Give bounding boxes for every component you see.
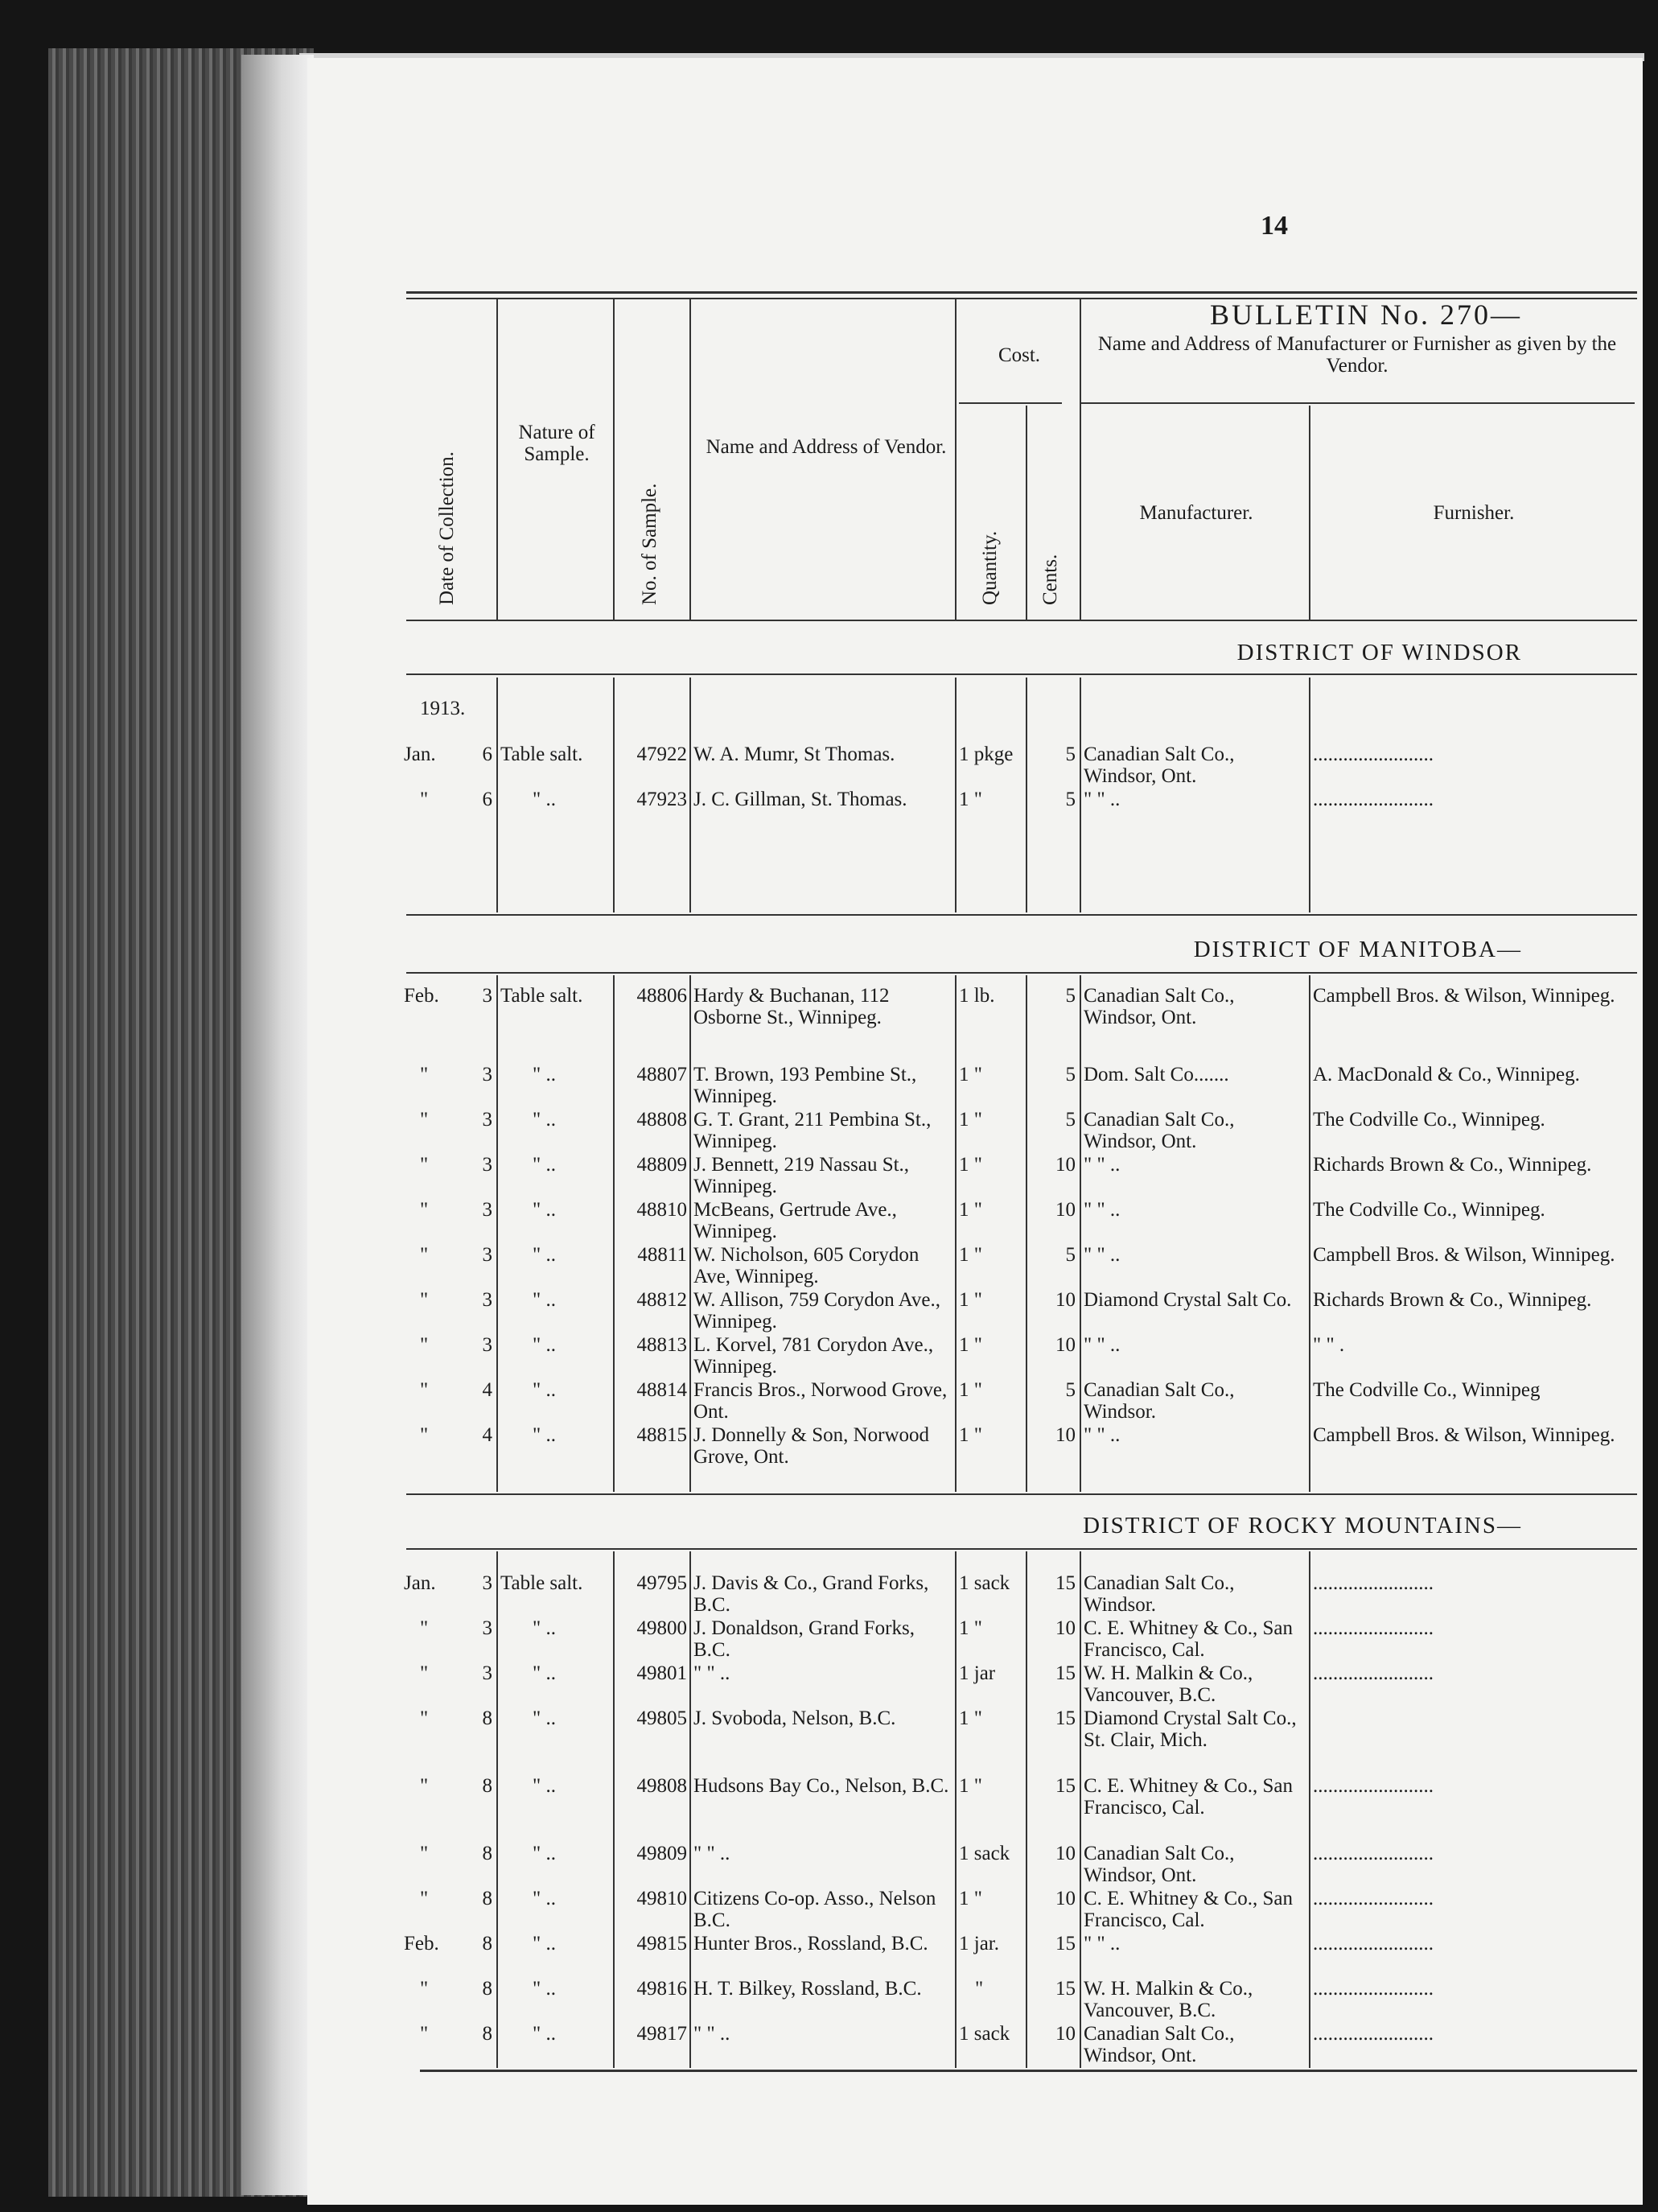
- row-manufacturer: Canadian Salt Co., Windsor, Ont.: [1084, 1843, 1235, 1886]
- row-vendor: J. C. Gillman, St. Thomas.: [693, 789, 907, 810]
- row-nature: " ..: [533, 1888, 556, 1909]
- header-quantity: Quantity.: [979, 530, 1001, 605]
- row-furnisher: ........................: [1313, 1617, 1434, 1639]
- row-cents: 5: [1065, 985, 1076, 1007]
- row-vendor: J. Donaldson, Grand Forks, B.C.: [693, 1617, 915, 1661]
- row-nature: " ..: [533, 1424, 556, 1446]
- row-number: 48811: [637, 1244, 687, 1266]
- row-nature: " ..: [533, 789, 556, 810]
- row-month: ": [420, 2023, 429, 2045]
- row-vendor: J. Svoboda, Nelson, B.C.: [693, 1707, 896, 1729]
- row-cents: 10: [1055, 1843, 1076, 1864]
- row-day: 8: [482, 1843, 492, 1864]
- row-number: 48807: [636, 1064, 687, 1085]
- row-cents: 10: [1055, 1888, 1076, 1909]
- row-manufacturer: Canadian Salt Co., Windsor.: [1084, 1572, 1235, 1616]
- row-quantity: 1 sack: [959, 2023, 1010, 2045]
- row-day: 6: [482, 744, 492, 765]
- row-number: 48813: [636, 1334, 687, 1356]
- row-manufacturer: Canadian Salt Co., Windsor.: [1084, 1379, 1235, 1423]
- row-manufacturer: Canadian Salt Co., Windsor, Ont.: [1084, 744, 1235, 787]
- row-nature: " ..: [533, 1199, 556, 1221]
- row-furnisher: ........................: [1313, 744, 1434, 765]
- row-vendor: J. Donnelly & Son, Norwood Grove, Ont.: [693, 1424, 930, 1468]
- row-quantity: 1 ": [959, 1064, 982, 1085]
- row-number: 49816: [636, 1978, 687, 2000]
- row-nature: " ..: [533, 1933, 556, 1955]
- header-number: No. of Sample.: [639, 483, 660, 605]
- row-cents: 15: [1055, 1707, 1076, 1729]
- row-vendor: Citizens Co-op. Asso., Nelson B.C.: [693, 1888, 936, 1931]
- row-furnisher: ........................: [1313, 1933, 1434, 1955]
- row-number: 47923: [636, 789, 687, 810]
- header-vendor: Name and Address of Vendor.: [706, 436, 947, 458]
- row-cents: 10: [1055, 1154, 1076, 1176]
- body-vline: [1309, 678, 1310, 912]
- row-vendor: McBeans, Gertrude Ave., Winnipeg.: [693, 1199, 897, 1242]
- row-number: 49805: [636, 1707, 687, 1729]
- row-manufacturer: " " ..: [1084, 1154, 1121, 1176]
- body-vline: [613, 975, 615, 1492]
- row-vendor: Hunter Bros., Rossland, B.C.: [693, 1933, 928, 1955]
- row-nature: " ..: [533, 1064, 556, 1085]
- row-day: 3: [482, 1109, 492, 1131]
- row-month: Feb.: [404, 985, 439, 1007]
- row-vendor: T. Brown, 193 Pembine St., Winnipeg.: [693, 1064, 917, 1107]
- row-cents: 10: [1055, 1617, 1076, 1639]
- row-manufacturer: Diamond Crystal Salt Co.: [1084, 1289, 1292, 1311]
- row-cents: 10: [1055, 1334, 1076, 1356]
- row-quantity: 1 jar.: [959, 1933, 999, 1955]
- row-cents: 5: [1065, 1244, 1076, 1266]
- row-manufacturer: Canadian Salt Co., Windsor, Ont.: [1084, 2023, 1235, 2066]
- row-number: 49817: [636, 2023, 687, 2045]
- body-vline: [689, 975, 691, 1492]
- row-number: 48814: [636, 1379, 687, 1401]
- row-manufacturer: " " ..: [1084, 1933, 1121, 1955]
- row-nature: " ..: [533, 1978, 556, 2000]
- row-furnisher: The Codville Co., Winnipeg: [1313, 1379, 1541, 1401]
- row-furnisher: ........................: [1313, 1775, 1434, 1797]
- header-vline: [955, 299, 957, 620]
- row-number: 49815: [636, 1933, 687, 1955]
- row-cents: 10: [1055, 1289, 1076, 1311]
- year-label: 1913.: [420, 698, 466, 719]
- bulletin-title: BULLETIN No. 270—: [1210, 299, 1522, 331]
- row-quantity: 1 ": [959, 1334, 982, 1356]
- row-furnisher: A. MacDonald & Co., Winnipeg.: [1313, 1064, 1580, 1085]
- row-month: ": [420, 1289, 429, 1311]
- row-month: ": [420, 1154, 429, 1176]
- row-cents: 10: [1055, 2023, 1076, 2045]
- row-furnisher: Campbell Bros. & Wilson, Winnipeg.: [1313, 1424, 1615, 1446]
- row-day: 3: [482, 1662, 492, 1684]
- row-month: Jan.: [404, 744, 436, 765]
- row-nature: " ..: [533, 1244, 556, 1266]
- row-quantity: 1 ": [959, 1244, 982, 1266]
- header-date: Date of Collection.: [436, 451, 458, 605]
- row-cents: 5: [1065, 1379, 1076, 1401]
- row-cents: 15: [1055, 1978, 1076, 2000]
- body-vline: [496, 1551, 498, 2068]
- row-day: 8: [482, 1978, 492, 2000]
- row-month: ": [420, 1707, 429, 1729]
- row-nature: " ..: [533, 1334, 556, 1356]
- row-day: 3: [482, 1289, 492, 1311]
- row-number: 49810: [636, 1888, 687, 1909]
- row-month: Jan.: [404, 1572, 436, 1594]
- row-furnisher: Richards Brown & Co., Winnipeg.: [1313, 1289, 1592, 1311]
- row-quantity: 1 jar: [959, 1662, 996, 1684]
- row-vendor: W. A. Mumr, St Thomas.: [693, 744, 895, 765]
- row-number: 47922: [636, 744, 687, 765]
- row-nature: " ..: [533, 1775, 556, 1797]
- row-nature: " ..: [533, 1662, 556, 1684]
- row-cents: 15: [1055, 1662, 1076, 1684]
- row-quantity: 1 ": [959, 1775, 982, 1797]
- page-number: 14: [1261, 211, 1288, 241]
- row-vendor: " " ..: [693, 1662, 730, 1684]
- row-furnisher: ........................: [1313, 1888, 1434, 1909]
- row-number: 48810: [636, 1199, 687, 1221]
- row-quantity: 1 ": [959, 1109, 982, 1131]
- cost-rule: [959, 402, 1062, 404]
- row-day: 3: [482, 1244, 492, 1266]
- body-vline: [1309, 975, 1310, 1492]
- table-top-rule: [406, 291, 1637, 294]
- row-nature: Table salt.: [500, 985, 583, 1007]
- row-nature: " ..: [533, 2023, 556, 2045]
- row-furnisher: ........................: [1313, 2023, 1434, 2045]
- row-vendor: " " ..: [693, 2023, 730, 2045]
- header-cost: Cost.: [998, 344, 1041, 366]
- row-quantity: 1 ": [959, 1707, 982, 1729]
- row-number: 48815: [636, 1424, 687, 1446]
- row-day: 8: [482, 1775, 492, 1797]
- header-vline: [1026, 406, 1027, 620]
- row-vendor: H. T. Bilkey, Rossland, B.C.: [693, 1978, 922, 2000]
- row-number: 49801: [636, 1662, 687, 1684]
- district-title: DISTRICT OF WINDSOR: [1236, 640, 1522, 665]
- header-cents: Cents.: [1039, 554, 1061, 605]
- row-vendor: W. Nicholson, 605 Corydon Ave, Winnipeg.: [693, 1244, 920, 1287]
- row-month: ": [420, 1199, 429, 1221]
- row-nature: Table salt.: [500, 744, 583, 765]
- row-manufacturer: " " ..: [1084, 1199, 1121, 1221]
- row-manufacturer: Canadian Salt Co., Windsor, Ont.: [1084, 985, 1235, 1028]
- row-number: 49809: [636, 1843, 687, 1864]
- row-month: ": [420, 1064, 429, 1085]
- row-number: 49808: [636, 1775, 687, 1797]
- row-day: 3: [482, 1572, 492, 1594]
- row-manufacturer: C. E. Whitney & Co., San Francisco, Cal.: [1084, 1888, 1293, 1931]
- document-page: [307, 58, 1643, 2205]
- row-day: 3: [482, 1617, 492, 1639]
- row-furnisher: The Codville Co., Winnipeg.: [1313, 1199, 1545, 1221]
- row-number: 48809: [636, 1154, 687, 1176]
- row-month: ": [420, 1888, 429, 1909]
- row-furnisher: The Codville Co., Winnipeg.: [1313, 1109, 1545, 1131]
- row-furnisher: ........................: [1313, 1978, 1434, 2000]
- row-manufacturer: " " ..: [1084, 789, 1121, 810]
- row-furnisher: ........................: [1313, 789, 1434, 810]
- row-day: 3: [482, 1334, 492, 1356]
- row-month: ": [420, 1617, 429, 1639]
- row-vendor: G. T. Grant, 211 Pembina St., Winnipeg.: [693, 1109, 932, 1152]
- row-month: ": [420, 1334, 429, 1356]
- maker-rule: [1080, 402, 1635, 404]
- row-vendor: Francis Bros., Norwood Grove, Ont.: [693, 1379, 948, 1423]
- row-day: 3: [482, 1199, 492, 1221]
- row-quantity: 1 ": [959, 1424, 982, 1446]
- row-manufacturer: " " ..: [1084, 1244, 1121, 1266]
- row-vendor: L. Korvel, 781 Corydon Ave., Winnipeg.: [693, 1334, 934, 1378]
- row-month: ": [420, 1775, 429, 1797]
- table-bottom-rule: [420, 2070, 1637, 2072]
- body-vline: [1080, 975, 1081, 1492]
- row-quantity: 1 lb.: [959, 985, 995, 1007]
- row-quantity: 1 ": [959, 1888, 982, 1909]
- row-month: ": [420, 1662, 429, 1684]
- body-vline: [1309, 1551, 1310, 2068]
- row-quantity: ": [975, 1978, 984, 2000]
- row-quantity: 1 ": [959, 1289, 982, 1311]
- row-furnisher: " " .: [1313, 1334, 1345, 1356]
- row-cents: 5: [1065, 744, 1076, 765]
- row-day: 4: [482, 1379, 492, 1401]
- row-number: 48812: [636, 1289, 687, 1311]
- row-cents: 10: [1055, 1199, 1076, 1221]
- row-number: 49795: [636, 1572, 687, 1594]
- row-nature: " ..: [533, 1843, 556, 1864]
- row-number: 48806: [636, 985, 687, 1007]
- row-quantity: 1 ": [959, 789, 982, 810]
- row-furnisher: ........................: [1313, 1843, 1434, 1864]
- body-vline: [689, 678, 691, 912]
- section-rule: [406, 914, 1637, 916]
- district-title: DISTRICT OF ROCKY MOUNTAINS—: [1083, 1513, 1522, 1539]
- body-vline: [1080, 1551, 1081, 2068]
- body-vline: [955, 975, 957, 1492]
- row-vendor: Hardy & Buchanan, 112 Osborne St., Winnipeg.: [693, 985, 890, 1028]
- row-cents: 5: [1065, 1109, 1076, 1131]
- body-vline: [689, 1551, 691, 2068]
- body-vline: [613, 678, 615, 912]
- row-day: 3: [482, 985, 492, 1007]
- row-month: ": [420, 1978, 429, 2000]
- row-nature: Table salt.: [500, 1572, 583, 1594]
- row-cents: 10: [1055, 1424, 1076, 1446]
- row-month: ": [420, 1244, 429, 1266]
- row-nature: " ..: [533, 1289, 556, 1311]
- row-number: 48808: [636, 1109, 687, 1131]
- body-vline: [613, 1551, 615, 2068]
- body-vline: [1026, 975, 1027, 1492]
- district-title: DISTRICT OF MANITOBA—: [1193, 937, 1522, 962]
- row-cents: 15: [1055, 1572, 1076, 1594]
- body-vline: [1080, 678, 1081, 912]
- row-month: Feb.: [404, 1933, 439, 1955]
- row-number: 49800: [636, 1617, 687, 1639]
- row-nature: " ..: [533, 1379, 556, 1401]
- row-day: 3: [482, 1064, 492, 1085]
- row-manufacturer: W. H. Malkin & Co., Vancouver, B.C.: [1084, 1978, 1253, 2021]
- row-furnisher: Campbell Bros. & Wilson, Winnipeg.: [1313, 985, 1615, 1007]
- row-manufacturer: Canadian Salt Co., Windsor, Ont.: [1084, 1109, 1235, 1152]
- section-rule: [406, 1548, 1637, 1550]
- row-month: ": [420, 1109, 429, 1131]
- row-furnisher: Campbell Bros. & Wilson, Winnipeg.: [1313, 1244, 1615, 1266]
- row-vendor: W. Allison, 759 Corydon Ave., Winnipeg.: [693, 1289, 940, 1333]
- row-day: 8: [482, 1888, 492, 1909]
- row-day: 8: [482, 2023, 492, 2045]
- row-manufacturer: C. E. Whitney & Co., San Francisco, Cal.: [1084, 1775, 1293, 1819]
- section-rule: [406, 972, 1637, 974]
- row-vendor: J. Davis & Co., Grand Forks, B.C.: [693, 1572, 929, 1616]
- section-rule: [406, 1493, 1637, 1495]
- row-vendor: J. Bennett, 219 Nassau St., Winnipeg.: [693, 1154, 910, 1197]
- row-day: 6: [482, 789, 492, 810]
- row-manufacturer: Diamond Crystal Salt Co., St. Clair, Mich.: [1084, 1707, 1297, 1751]
- header-bottom-rule: [406, 620, 1637, 621]
- header-vline: [613, 299, 615, 620]
- body-vline: [496, 975, 498, 1492]
- header-vline: [1080, 299, 1081, 620]
- body-vline: [1026, 678, 1027, 912]
- body-vline: [496, 678, 498, 912]
- row-day: 4: [482, 1424, 492, 1446]
- row-quantity: 1 ": [959, 1154, 982, 1176]
- row-furnisher: Richards Brown & Co., Winnipeg.: [1313, 1154, 1592, 1176]
- row-manufacturer: " " ..: [1084, 1334, 1121, 1356]
- row-day: 8: [482, 1707, 492, 1729]
- row-cents: 5: [1065, 789, 1076, 810]
- row-month: ": [420, 789, 429, 810]
- row-vendor: " " ..: [693, 1843, 730, 1864]
- body-vline: [955, 678, 957, 912]
- header-furnisher: Furnisher.: [1433, 502, 1515, 524]
- row-nature: " ..: [533, 1617, 556, 1639]
- row-quantity: 1 pkge: [959, 744, 1014, 765]
- row-month: ": [420, 1424, 429, 1446]
- row-manufacturer: " " ..: [1084, 1424, 1121, 1446]
- row-cents: 15: [1055, 1933, 1076, 1955]
- row-quantity: 1 ": [959, 1617, 982, 1639]
- body-vline: [1026, 1551, 1027, 2068]
- row-vendor: Hudsons Bay Co., Nelson, B.C.: [693, 1775, 949, 1797]
- row-month: ": [420, 1379, 429, 1401]
- row-furnisher: ........................: [1313, 1572, 1434, 1594]
- row-nature: " ..: [533, 1109, 556, 1131]
- row-nature: " ..: [533, 1707, 556, 1729]
- header-vline: [689, 299, 691, 620]
- header-manufacturer: Manufacturer.: [1139, 502, 1253, 524]
- row-quantity: 1 ": [959, 1379, 982, 1401]
- body-vline: [955, 1551, 957, 2068]
- header-nature: Nature of Sample.: [518, 422, 595, 465]
- row-quantity: 1 sack: [959, 1843, 1010, 1864]
- table-top-rule-2: [406, 298, 1637, 299]
- header-vline: [1309, 406, 1310, 620]
- page-gutter: [241, 55, 314, 2195]
- row-quantity: 1 ": [959, 1199, 982, 1221]
- row-day: 8: [482, 1933, 492, 1955]
- row-manufacturer: Dom. Salt Co.......: [1084, 1064, 1229, 1085]
- row-day: 3: [482, 1154, 492, 1176]
- header-vline: [496, 299, 498, 620]
- row-cents: 15: [1055, 1775, 1076, 1797]
- row-manufacturer: W. H. Malkin & Co., Vancouver, B.C.: [1084, 1662, 1253, 1706]
- row-quantity: 1 sack: [959, 1572, 1010, 1594]
- header-maker-group: Name and Address of Manufacturer or Furnisher as given by the Vendor.: [1097, 333, 1617, 377]
- row-cents: 5: [1065, 1064, 1076, 1085]
- row-month: ": [420, 1843, 429, 1864]
- row-nature: " ..: [533, 1154, 556, 1176]
- section-rule: [406, 673, 1637, 675]
- row-furnisher: ........................: [1313, 1662, 1434, 1684]
- row-manufacturer: C. E. Whitney & Co., San Francisco, Cal.: [1084, 1617, 1293, 1661]
